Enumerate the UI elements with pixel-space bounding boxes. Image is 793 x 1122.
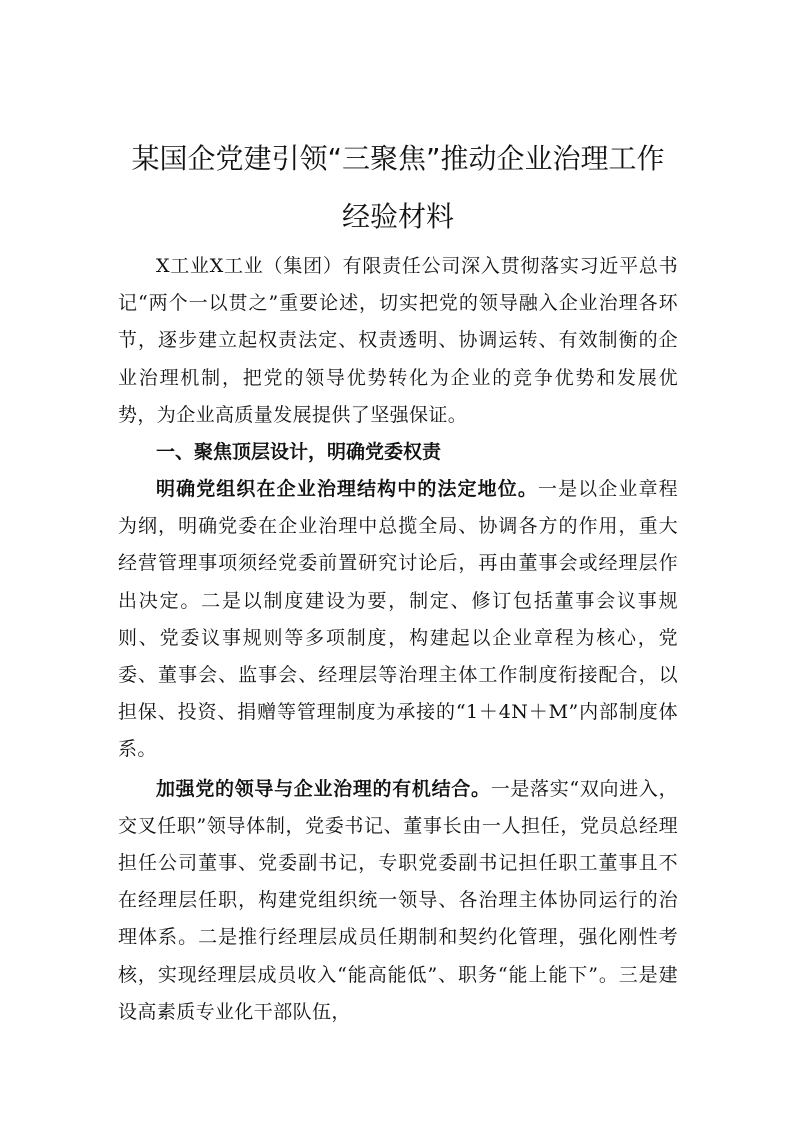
paragraph-lead: 加强党的领导与企业治理的有机结合。: [156, 777, 491, 800]
document-page: [118, 130, 678, 1031]
paragraph-lead: 明确党组织在企业治理结构中的法定地位。: [156, 478, 538, 501]
paragraph-text: 一是以企业章程为纲，明确党委在企业治理中总揽全局、协调各方的作用，重大经营管理事项须经党委前置研究讨论后，再由董事会或经理层作出决定。二是以制度建设为要，制定、修订包括董事会议事规则、党委议事规则等多项制度，构建起以企业章程为核心，党委、董事会、监事会、经理层等治理主体工作制度衔接配合，以担保、投资、捐赠等管理制度为承接的“1＋4N＋M”内部制度体系。: [118, 478, 678, 761]
section-heading-1: 一、聚焦顶层设计，明确党委权责: [156, 441, 442, 464]
intro-paragraph: X工业X工业（集团）有限责任公司深入贯彻落实习近平总书记“两个一以贯之”重要论述，切实把党的领导融入企业治理各环节，逐步建立起权责法定、权责透明、协调运转、有效制衡的企业治理机制，把党的领导优势转化为企业的竞争优势和发展优势，为企业高质量发展提供了坚强保证。: [118, 255, 678, 426]
document-title: 某国企党建引领“三聚焦”推动企业治理工作经验材料: [131, 142, 665, 233]
section1-paragraph-1: [118, 471, 678, 769]
paragraph-text: 一是落实“双向进入，交叉任职”领导体制，党委书记、董事长由一人担任，党员总经理担任公司董事、党委副书记，专职党委副书记担任职工董事且不在经理层任职，构建党组织统一领导、各治理主体协同运行的治理体系。二是推行经理层成员任期制和契约化管理，强化刚性考核，实现经理层成员收入“能高能低”、职务“能上能下”。三是建设高素质专业化干部队伍，: [118, 777, 678, 1023]
section1-paragraph-2: [118, 771, 678, 1031]
